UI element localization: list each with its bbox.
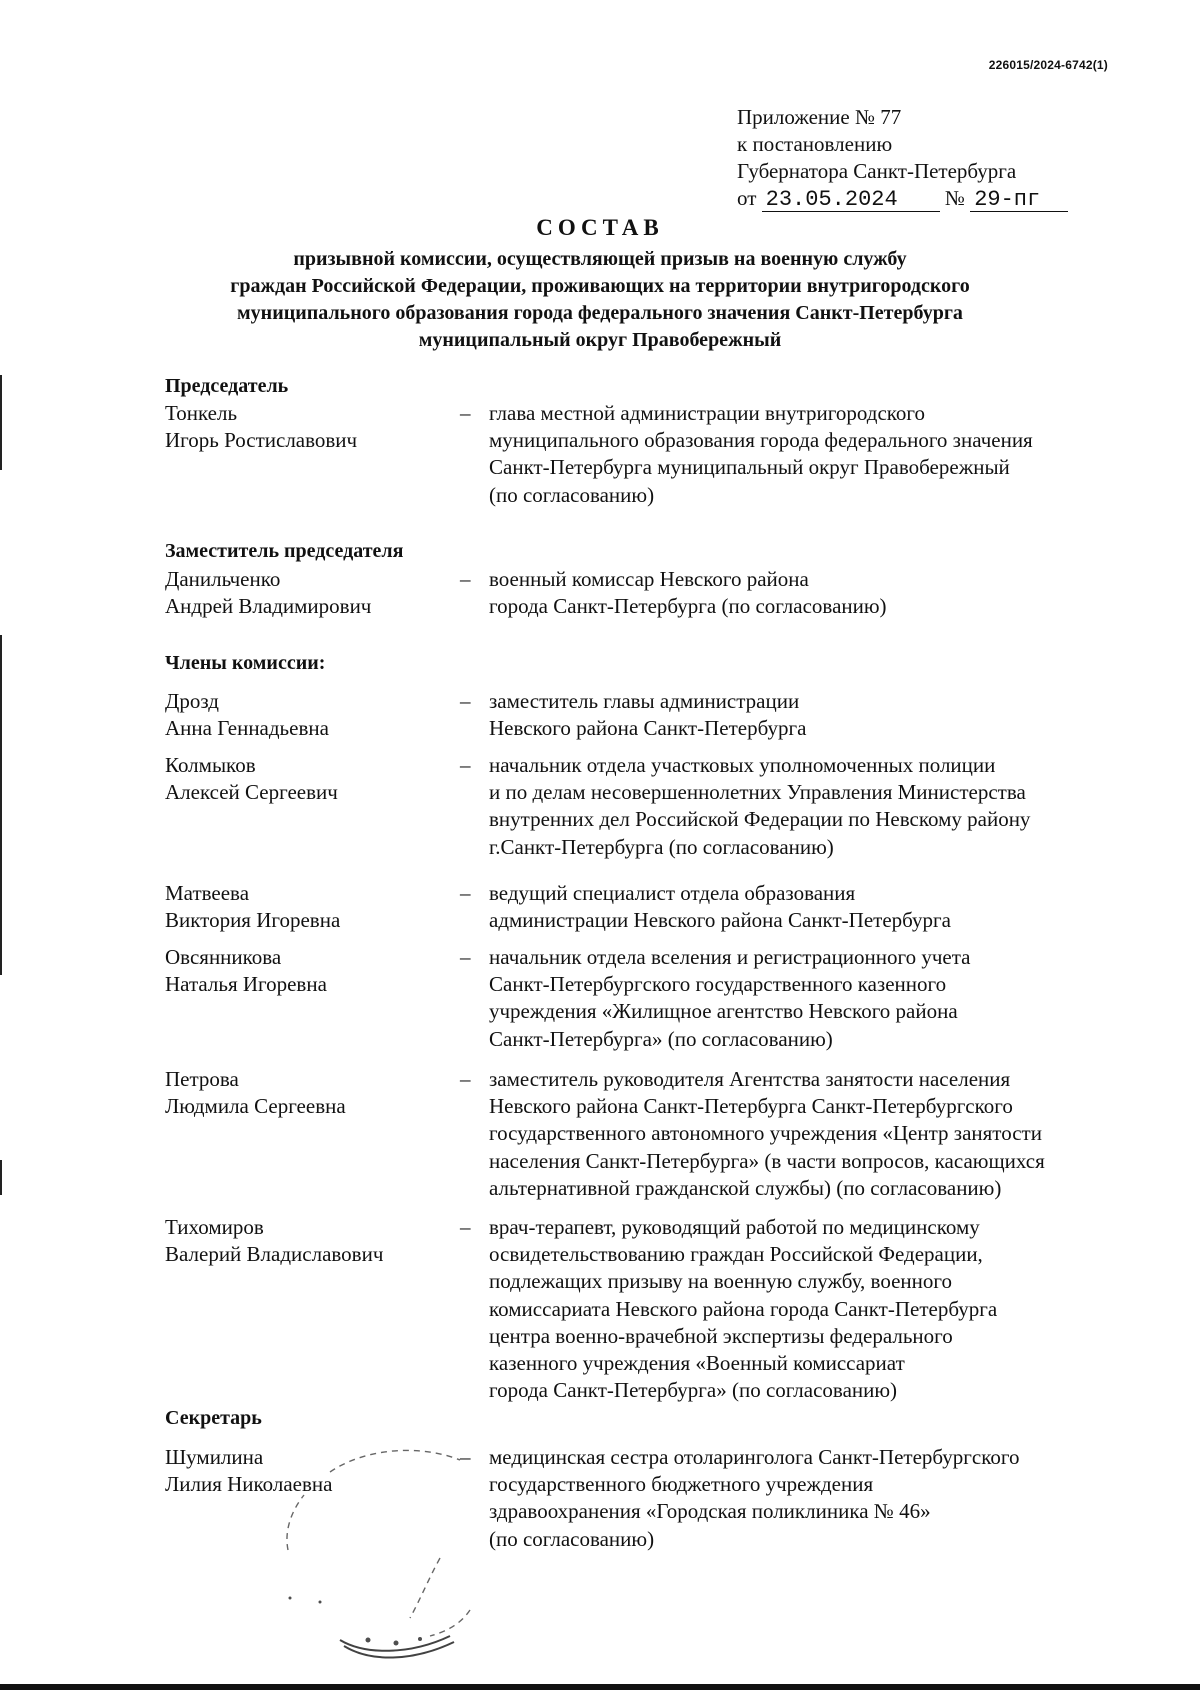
decree-number: 29-пг <box>970 189 1068 212</box>
given-names: Виктория Игоревна <box>165 908 341 933</box>
member-position <box>489 752 1139 861</box>
member-position <box>489 1444 1139 1553</box>
member-name <box>165 944 455 998</box>
position-line: администрации Невского района Санкт-Петербурга <box>489 908 951 933</box>
position-line: города Санкт-Петербурга (по согласованию) <box>489 594 887 619</box>
member-name <box>165 688 455 742</box>
from-label: от <box>737 186 757 210</box>
member-position <box>489 400 1139 509</box>
position-line: муниципального образования города федерального значения <box>489 428 1033 453</box>
position-line: альтернативной гражданской службы) (по согласованию) <box>489 1175 1002 1200</box>
dash: – <box>460 945 471 969</box>
appendix-line-1: Приложение № 77 <box>737 105 902 129</box>
section-deputy: Заместитель председателя <box>165 540 404 562</box>
section-chairman: Председатель <box>165 375 289 397</box>
section-members: Члены комиссии: <box>165 652 326 674</box>
position-line: Невского района Санкт-Петербурга <box>489 716 807 741</box>
position-line: Санкт-Петербурга» (по согласованию) <box>489 1026 833 1051</box>
position-line: глава местной администрации внутригородского <box>489 401 926 425</box>
section-secretary: Секретарь <box>165 1407 262 1429</box>
document-subtitle <box>120 246 1080 354</box>
position-line: начальник отдела вселения и регистрационного учета <box>489 945 971 969</box>
member-position <box>489 1066 1139 1202</box>
position-line: Санкт-Петербурга муниципальный округ Правобережный <box>489 455 1010 480</box>
given-names: Лилия Николаевна <box>165 1472 333 1497</box>
subtitle-line: муниципальный округ Правобережный <box>418 329 782 351</box>
surname: Колмыков <box>165 753 256 777</box>
surname: Тонкель <box>165 401 238 425</box>
given-names: Алексей Сергеевич <box>165 780 338 805</box>
dash: – <box>460 401 471 425</box>
surname: Дрозд <box>165 689 219 713</box>
position-line: (по согласованию) <box>489 482 655 507</box>
member-position <box>489 944 1139 1053</box>
scan-bottom-border <box>0 1684 1200 1690</box>
position-line: (по согласованию) <box>489 1526 655 1551</box>
position-line: и по делам несовершеннолетних Управления Министерства <box>489 780 1026 805</box>
given-names: Наталья Игоревна <box>165 972 327 997</box>
scan-edge-mark <box>0 375 2 470</box>
appendix-date-line <box>737 185 1068 212</box>
appendix-line-3: Губернатора Санкт-Петербурга <box>737 159 1017 183</box>
surname: Тихомиров <box>165 1215 264 1239</box>
appendix-block <box>737 104 1068 212</box>
member-name <box>165 1214 455 1268</box>
position-line: государственного автономного учреждения «Центр занятости <box>489 1121 1042 1146</box>
member-name <box>165 752 455 806</box>
position-line: города Санкт-Петербурга» (по согласованию) <box>489 1378 898 1403</box>
position-line: врач-терапевт, руководящий работой по медицинскому <box>489 1215 980 1239</box>
dash: – <box>460 567 471 591</box>
member-position <box>489 1214 1139 1404</box>
position-line: г.Санкт-Петербурга (по согласованию) <box>489 834 834 859</box>
position-line: учреждения «Жилищное агентство Невского района <box>489 999 958 1024</box>
position-line: заместитель руководителя Агентства занятости населения <box>489 1067 1011 1091</box>
position-line: населения Санкт-Петербурга» (в части вопросов, касающихся <box>489 1148 1045 1173</box>
position-line: начальник отдела участковых уполномоченных полиции <box>489 753 996 777</box>
subtitle-line: призывной комиссии, осуществляющей призыв на военную службу <box>293 248 907 270</box>
member-position <box>489 566 1139 620</box>
dash: – <box>460 1215 471 1239</box>
subtitle-line: граждан Российской Федерации, проживающих на территории внутригородского <box>230 275 970 297</box>
surname: Петрова <box>165 1067 239 1091</box>
position-line: Санкт-Петербургского государственного казенного <box>489 972 947 997</box>
member-name <box>165 566 455 620</box>
surname: Матвеева <box>165 881 250 905</box>
appendix-line-2: к постановлению <box>737 132 893 156</box>
position-line: медицинская сестра отоларинголога Санкт-Петербургского <box>489 1445 1020 1469</box>
decree-date: 23.05.2024 <box>762 189 940 212</box>
dash: – <box>460 753 471 777</box>
document-title: СОСТАВ <box>536 215 664 240</box>
given-names: Игорь Ростиславович <box>165 428 358 453</box>
position-line: военный комиссар Невского района <box>489 567 809 591</box>
surname: Данильченко <box>165 567 281 591</box>
position-line: внутренних дел Российской Федерации по Невскому району <box>489 807 1031 832</box>
member-name <box>165 880 455 934</box>
number-label: № <box>944 186 965 210</box>
position-line: освидетельствованию граждан Российской Федерации, <box>489 1242 983 1267</box>
dash: – <box>460 1067 471 1091</box>
surname: Овсянникова <box>165 945 282 969</box>
position-line: казенного учреждения «Военный комиссариат <box>489 1351 905 1376</box>
dash: – <box>460 881 471 905</box>
given-names: Анна Геннадьевна <box>165 716 329 741</box>
dash: – <box>460 1445 471 1469</box>
position-line: комиссариата Невского района города Санкт-Петербурга <box>489 1296 998 1321</box>
scan-edge-mark <box>0 635 2 975</box>
subtitle-line: муниципального образования города федерального значения Санкт-Петербурга <box>237 302 963 324</box>
position-line: подлежащих призыву на военную службу, военного <box>489 1269 952 1294</box>
member-name <box>165 1066 455 1120</box>
position-line: здравоохранения «Городская поликлиника № 46» <box>489 1499 931 1524</box>
registration-number: 226015/2024-6742(1) <box>988 58 1108 72</box>
surname: Шумилина <box>165 1445 264 1469</box>
member-position <box>489 688 1139 742</box>
given-names: Андрей Владимирович <box>165 594 372 619</box>
member-position <box>489 880 1139 934</box>
given-names: Людмила Сергеевна <box>165 1094 346 1119</box>
scan-edge-mark <box>0 1160 2 1195</box>
dash: – <box>460 689 471 713</box>
given-names: Валерий Владиславович <box>165 1242 384 1267</box>
position-line: центра военно-врачебной экспертизы федерального <box>489 1323 953 1348</box>
position-line: государственного бюджетного учреждения <box>489 1472 874 1497</box>
position-line: ведущий специалист отдела образования <box>489 881 856 905</box>
position-line: Невского района Санкт-Петербурга Санкт-Петербургского <box>489 1094 1013 1119</box>
stamp-seal-icon <box>270 1440 530 1670</box>
position-line: заместитель главы администрации <box>489 689 800 713</box>
member-name <box>165 400 455 454</box>
